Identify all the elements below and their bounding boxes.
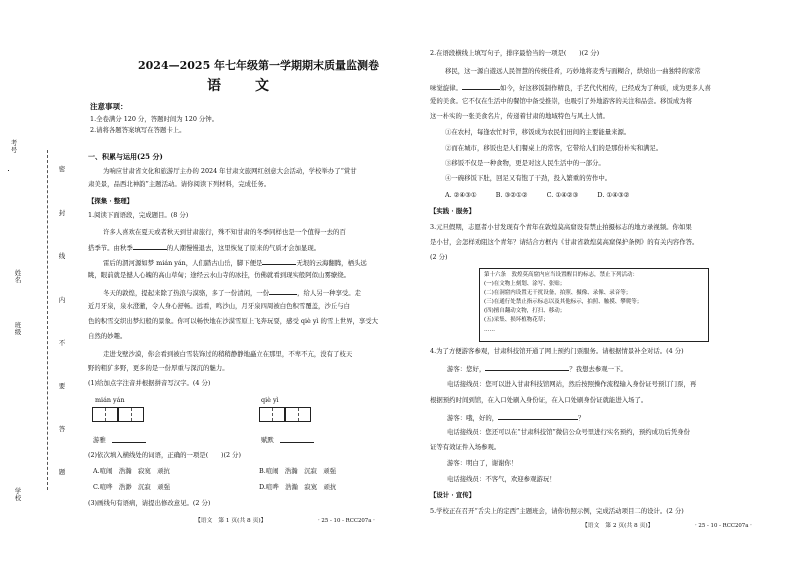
law-line-6: (五)采集、损坏植物花草；: [484, 317, 549, 323]
dialog-line-4: [447, 413, 585, 421]
passage-line-3: [103, 258, 367, 266]
blank-3: [269, 288, 297, 295]
right-footer-code: · 25 - 10 - RCC207a ·: [695, 523, 752, 529]
q2-options: A. ②④③① B. ③②①② C. ①④②③ D. ①④③②: [445, 191, 630, 199]
q2-item-1: ①在农村，每逢农忙时节，移饭成为农民们田间的主要能量来源。: [445, 128, 631, 136]
dialog-blank-1[interactable]: [485, 364, 569, 371]
dialog-line-4-a: 游客：哦，好的，: [447, 414, 499, 422]
task-heading-3: 【设计 · 宣传】: [430, 491, 476, 499]
dialog-line-3: 根据预约时间到馆，在入口处刷入身份证，在入口处刷身份证就能进入场了。: [430, 396, 648, 404]
seal-char-6: 要: [58, 382, 66, 390]
law-line-7: ……: [484, 327, 495, 333]
passage-line-3-a: 雷后的渭河源如梦 mián yán，人们踏古山岳，脚下便是: [103, 259, 263, 267]
q2-passage-2-a: 味觉旋律。: [430, 84, 462, 92]
left-footer-code: · 25 - 10 - RCC207a ·: [318, 518, 375, 524]
passage-line-2-a: 搭季节。由秋季: [88, 244, 133, 252]
intro-line-2: 肃美景，品西北神韵”主题活动。请你阅读下列材料，完成任务。: [88, 180, 271, 188]
notice-2: 2.请将各题答案填写在答题卡上。: [90, 126, 186, 134]
char-grid-3[interactable]: [259, 407, 285, 422]
left-footer: 【语文 第 1 页(共 8 页)】: [195, 518, 267, 524]
seal-char-5: 不: [58, 339, 66, 347]
q2-item-2: ②而在城市，移饭也是人们餐桌上的常客，它带给人们的是那份朴实和满足。: [445, 144, 663, 152]
question-3-line-1: 3.元旦假期，志愿者小甘发现有个青年在敦煌莫高窟设有禁止拍摄标志的地方录视频。你如果: [430, 223, 692, 231]
seal-char-8: 题: [58, 468, 66, 476]
question-3-line-3: (2 分): [430, 253, 448, 261]
task-heading-2: 【实践 · 服务】: [430, 207, 476, 215]
task-heading-1: 【探集 · 整理】: [88, 197, 134, 205]
dialog-line-4-b: ？: [578, 414, 585, 422]
dialog-blank-2[interactable]: [498, 413, 578, 420]
passage-line-1: 许多人喜欢在夏天或者秋天到甘肃旅行，殊不知甘肃的冬季同样也是一个值得一去的百: [103, 228, 346, 236]
q2-blank: [462, 83, 500, 90]
kaohao-label: 考号: [10, 139, 18, 155]
question-1: 1.阅读下面语段，完成题目。(8 分): [88, 211, 189, 219]
q2-passage-1: 移民，这一源自遊远人民智慧的传统佳肴，巧妙地将麦秀与面糊合，烘焙出一曲独特的家常: [445, 67, 701, 75]
notice-1: 1.全卷满分 120 分，答题时间为 120 分钟。: [90, 115, 219, 123]
option-b: B.喧闹 浩瀚 沉寂 顽强: [259, 467, 337, 475]
option-d: D.喧哗 浩瀚 寂寞 顽抗: [259, 483, 337, 491]
char-grid-4[interactable]: [285, 407, 311, 422]
answer-label-2: 赋默: [261, 436, 274, 444]
passage-line-10: 野的粗犷多野，更多的是一份厚重与深沉的魅力。: [88, 364, 229, 372]
pinyin-1: mián yán: [95, 396, 125, 404]
right-footer: 【语文 第 2 页(共 8 页)】: [582, 523, 654, 529]
question-5: 5.学校正在召开“舌尖上的定西”主题班会，请你仿照示例，完成活动项目二的设计。(2 分): [430, 507, 684, 515]
law-line-4: (三)在通行处禁止指示标志以及其他标示，拍照、触摸、攀爬等；: [484, 299, 643, 305]
question-3-line-2: 是小甘，会怎样劝阻这个青年？请结合方框内《甘肃省敦煌莫高窟保护条例》的有关内容作答。: [430, 238, 699, 246]
law-line-3: (二)在洞窟内设置无干扰设备，拍照、摄像、录像、录音等；: [484, 290, 632, 296]
q2-passage-4: 这一朴实的一张美食名片，传递着甘肃的地域特色与风土人情。: [430, 112, 609, 120]
dialog-line-1-b: ？我想去参观一下。: [569, 365, 627, 373]
answer-blank-2[interactable]: [280, 436, 314, 443]
passage-line-7: 色的积雪交织出梦幻般的景象。你可以畅快地在沙漠雪原上飞奔玩耍，感受 qiè yì 的雪上世界，享受大: [88, 317, 379, 325]
kaohao-blank: [8, 170, 9, 171]
question-1-1: (1)给加点字注音并根据拼音写汉字。(4 分): [88, 379, 211, 387]
dialog-line-1: [447, 364, 627, 372]
passage-line-5-a: 冬天的敦煌，提起来除了热浪与漠骆，多了一份清闲，一份: [103, 289, 270, 297]
dialog-line-7: 游客：明白了，谢谢你！: [447, 459, 518, 467]
intro-line-1: 为响应甘肃省文化和旅游厅主办的 2024 年甘肃文旅网红创意大会活动，学校举办了“赏甘: [103, 167, 357, 175]
q2-item-3: ③移饭不仅是一种食物，更是对这人民生活中的一部分。: [445, 159, 605, 167]
passage-line-5: [103, 288, 361, 296]
answer-label-1: 游雅: [93, 436, 106, 444]
dialog-line-6: 证等有效证件入场参观。: [430, 443, 501, 451]
q2-passage-2-b: 如今，好这移饭制作精良，手艺代代相传，已经成为了种质，成为更多人喜: [499, 84, 711, 92]
blank-2: [262, 258, 296, 265]
law-line-2: (一)在文物上刻划、涂写、张贴；: [484, 281, 566, 287]
char-grid-2[interactable]: [118, 407, 144, 422]
seal-char-2: 封: [58, 209, 66, 217]
seal-char-7: 答: [58, 425, 66, 433]
seal-char-3: 线: [58, 252, 66, 260]
section-1-heading: 一、积累与运用(25 分): [88, 152, 163, 161]
option-c: C.喧哗 浩渺 沉寂 顽强: [93, 483, 170, 491]
question-1-3: (3)画线句有语病，请提出修改意见。(2 分): [88, 499, 211, 507]
blank-1: [133, 243, 167, 250]
char-grid-1[interactable]: [92, 407, 118, 422]
passage-line-6: 近月牙泉，泉水澄澈，令人身心舒畅。远看，鸣沙山，月牙泉四周被白色积雪覆盖，沙丘与白: [88, 302, 351, 310]
seal-line: [47, 150, 48, 490]
q2-item-4: ④一碗移饭下肚，回足又有饱了干劲，投入繁重的劳作中。: [445, 174, 612, 182]
question-2: 2.在语段横线上填写句子，排序最恰当的一项是( )(2 分): [430, 49, 600, 57]
passage-line-4: 眺，眼前就是撼人心魄的高山草甸；途经云水山寺的冰挂，仿佛就看到现实般阿似山雾缭绕。: [88, 271, 351, 279]
answer-blank-1[interactable]: [112, 436, 146, 443]
seal-char-1: 密: [58, 165, 66, 173]
passage-line-2: [88, 243, 320, 251]
exam-title: 2024—2025 年七年级第一学期期末质量监测卷: [138, 59, 380, 72]
seal-char-4: 内: [58, 296, 66, 304]
xuexiao-label: 学校: [14, 487, 22, 503]
q2-passage-2: [430, 83, 711, 91]
dialog-line-1-a: 游客：您好，: [447, 365, 486, 373]
dialog-line-2: 电话接线员：您可以进入甘肃科技馆网站，然后按照操作流程输入身份证号预订门票，再: [447, 380, 697, 388]
notice-heading: 注意事项：: [90, 102, 128, 111]
passage-line-8: 自然的妙趣。: [88, 332, 127, 340]
pinyin-2: qiè yì: [261, 396, 279, 404]
q2-passage-3: 爱的美食。它不仅在生活中的餐馆中备受推崇，也吸引了外地游客的关注和品尝。移饭成为将: [430, 97, 693, 105]
dialog-line-8: 电话接线员：不客气，欢迎参观游玩！: [447, 475, 556, 483]
passage-line-5-b: ，给人另一种享受。走: [297, 289, 362, 297]
option-a: A.喧闹 浩瀚 寂寞 顽抗: [93, 467, 170, 475]
subject-title: 语 文: [207, 78, 271, 94]
law-line-1: 第十六条 敦煌莫高窟内应当设置醒目的标志，禁止下列活动：: [484, 272, 639, 278]
passage-line-3-b: 无垠的云海翻腾，栖头远: [296, 259, 367, 267]
passage-line-9: 走进戈壁沙漠，你会看到被白雪装饰过的稍稍静静地矗立在那里，不卑不亢，没有了枝天: [103, 350, 353, 358]
dialog-line-5: 电话接线员：您还可以在“甘肃科技馆”微信公众号里进行实名预约，预约成功后凭身份: [447, 428, 690, 436]
question-1-2: (2)依次填入横线处的词语，正确的一项是( )(2 分): [88, 451, 241, 459]
passage-line-2-b: 的人潮慢慢退去，这里恢复了原来的气质才会加显现。: [166, 244, 321, 252]
banji-label: 班级: [14, 321, 22, 337]
xingming-label: 姓名: [14, 269, 22, 285]
question-4: 4.为了方便游客参观，甘肃科技馆开通了网上预约门票服务。请根据情景补全对话。(4 分): [430, 347, 684, 355]
law-line-5: (四)擅自翻动文物，打扫、移动；: [484, 308, 566, 314]
